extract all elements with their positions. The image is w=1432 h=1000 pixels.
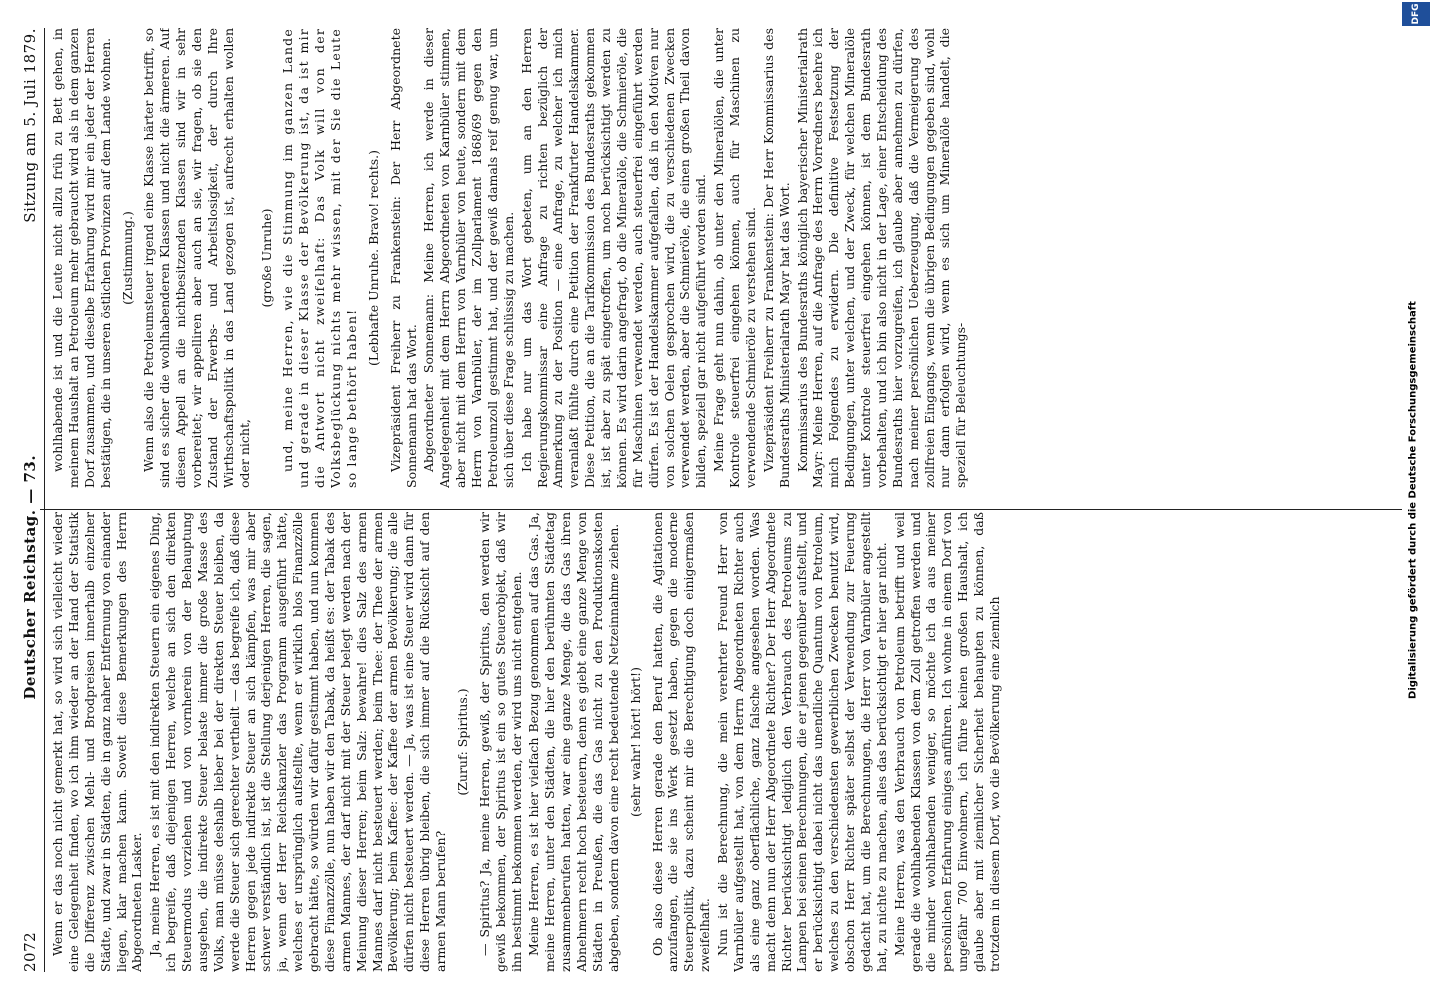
interjection: (Zuruf: Spiritus.): [454, 688, 470, 796]
paragraph: Meine Herren, es ist hier vielfach Bezug genommen auf das Gas. Ja, meine Herren, unter den Städten, die hier den berühmten Städtetag zusammenberufen hatten, war eine ganze Menge, die das Gas ihren Abnehmern recht hoch besteuern, denn es giebt eine ganze Menge von Städten in Preußen, die das Gas nicht zu den Produktionskosten abgeben, sondern davon eine recht bedeutende Netzeinnahme ziehen.: [526, 512, 621, 972]
interjection: (große Unruhe): [258, 208, 274, 308]
paragraph: Meine Herren, was den Verbrauch von Petroleum betrifft und weil gerade die wohlhabenden Klassen von dem Zoll getroffen werden und die minder wohlhabenden weniger, so möchte ich da aus meiner persönlichen Erfahrung einiges anführen. Ich wohne in einem Dorf von ungefähr 700 Einwohnern, ich führe keinen großen Haushalt, ich glaube aber mit ziemlicher Sicherheit behaupten zu können, daß trotzdem in diesem Dorf, wo die Bevölkerung eine ziemlich: [891, 512, 1002, 972]
paragraph: Vizepräsident Freiherr zu Frankenstein: Der Herr Abgeordnete Sonnemann hat das Wort.: [387, 28, 419, 488]
digitization-credit: [1398, 30, 1428, 970]
interjection: (sehr wahr! hört! hört!): [627, 667, 643, 817]
paragraph: Vizepräsident Freiherr zu Frankenstein: Der Herr Kommissarius des Bundesraths Ministerialrath Mayr hat das Wort.: [760, 28, 792, 488]
interjection: (Lebhafte Unruhe. Bravo! rechts.): [365, 150, 381, 367]
credit-text: Digitalisierung gefördert durch die Deutsche Forschungsgemeinschaft: [1407, 301, 1419, 699]
paragraph: Ja, meine Herren, es ist mit den indirekten Steuern ein eigenes Ding, ich begreife, daß diejenigen Herren, welche an sich den direkten Steuermodus vorziehen und von vornherein von der Behauptung ausgehen, die indirekte Steuer belaste immer die große Masse des Volks, man müsse deshalb lieber bei der direkten Steuer bleiben, da werde die Steuer sich gerechter vertheilt — das begreife ich, daß diese Herren gegen jede indirekte Steuer an sich kämpfen, was mir aber schwer verständlich ist, ist die Stellung derjenigen Herren, die sagen, ja, wenn der Herr Reichskanzler das Programm ausgeführt hätte, welches er ursprünglich aufstellte, wenn er wirklich blos Finanzzölle gebracht hätte, so würden wir dafür gestimmt haben, und nun kommen diese Finanzzölle, nun haben wir den Tabak, da heißt es: der Tabak des armen Mannes, der darf nicht mit der Steuer belegt werden nach der Meinung dieser Herren; beim Salz: bewahre! dies Salz des armen Mannes darf nicht besteuert werden; beim Thee: der Thee der armen Bevölkerung; beim Kaffee: der Kaffee der armen Bevölkerung; die alle dürfen nicht besteuert werden. — Ja, was ist eine Steuer wird dann für diese Herren übrig bleiben, die sich immer auf die Rücksicht auf den armen Mann berufen?: [147, 512, 448, 972]
session-date: Sitzung am 5. Juli 1879.: [21, 28, 39, 223]
page-number: 2072: [21, 931, 39, 972]
paragraph: und, meine Herren, wie die Stimmung im ganzen Lande und gerade in dieser Klasse der Bevölkerung ist, da ist mir die Antwort nicht zweifelhaft: Das Volk will von der Volksbeglückung nichts mehr wissen, mit der Sie die Leute so lange bethört haben!: [280, 28, 359, 488]
right-column: [50, 28, 1402, 488]
paragraph: Wenn er das noch nicht gemerkt hat, so wird sich vielleicht wieder eine Gelegenheit finden, wo ich ihm wieder an der Hand der Statistik die Differenz zwischen Mehl- und Brodpreisen innerhalb einzelner Städte, und zwar in Städten, die in ganz naher Entfernung von einander liegen, klar machen kann. Soweit diese Bemerkungen des Herrn Abgeordneten Lasker.: [50, 512, 145, 972]
paragraph: Abgeordneter Sonnemann: Meine Herren, ich werde in dieser Angelegenheit mit dem Herrn Abgeordneten von Karnbüler stimmen, aber nicht mit dem Herrn von Varnbüler von heute, sondern mit dem Herrn von Varnbüler, der im Zollparlament 1868/69 gegen den Petroleumzoll gestimmt hat, und der gewiß damals reif genug war, um sich über diese Frage schlüssig zu machen.: [421, 28, 516, 488]
publication-title: Deutscher Reichstag. — 73.: [21, 454, 39, 700]
paragraph: Wenn also die Petroleumsteuer irgend eine Klasse härter betrifft, so sind es sicher die wohlhabenderen Klassen und nicht die ärmeren. Auf diesen Appell an die nichtbesitzenden Klassen sind wir in sehr vorbereitet; wir appelliren aber auch an sie, wir fragen, ob sie den Zustand der Erwerbs- und Arbeitslosigkeit, der durch Ihre Wirthschaftspolitik in das Land gezogen ist, aufrecht erhalten wollen oder nicht,: [141, 28, 252, 488]
page-header: [16, 28, 44, 972]
text-columns: [50, 28, 1402, 972]
paragraph: Ob also diese Herren gerade den Beruf hatten, die Agitationen anzufangen, die sie ins Werk gesetzt haben, gegen die moderne Steuerpolitik, dazu scheint mir die Berechtigung doch einigermaßen zweifelhaft.: [649, 512, 713, 972]
dfg-logo: DFG: [1402, 2, 1430, 26]
left-column: [50, 512, 1402, 972]
interjection: (Zustimmung.): [119, 211, 135, 305]
paragraph: Kommissarius des Bundesraths königlich bayerischer Ministerialrath Mayr: Meine Herren, auf die Anfrage des Herrn Vorredners beehre ich mich Folgendes zu erwidern. Die definitive Festsetzung der Bedingungen, unter welchen, und der Zweck, für welchen Mineralöle unter Kontrole steuerfrei eingehen können, ist dem Bundesrath vorbehalten, und ich bin also nicht in der Lage, einer Entscheidung des Bundesraths hier vorzugreifen, ich glaube aber annehmen zu dürfen, nach meiner persönlichen Ueberzeugung, daß die Vermeigerung des zollfreien Eingangs, wenn die übrigen Bedingungen gegeben sind, wohl nur dann erfolgen wird, wenn es sich um Mineralöle handelt, die speziell für Beleuchtungs-: [794, 28, 969, 488]
header-rule: [44, 28, 45, 972]
paragraph: Meine Frage geht nun dahin, ob unter den Mineralölen, die unter Kontrole steuerfrei eingehen können, auch für Maschinen zu verwendende Schmieröle zu verstehen sind.: [711, 28, 758, 488]
paragraph: Ich habe nur um das Wort gebeten, um an den Herren Regierungskommissar eine Anfrage zu richten bezüglich der Anmerkung zu der Position — eine Anfrage, zu welcher ich mich veranlaßt fühlte durch eine Petition der Frankfurter Handelskammer. Diese Petition, die an die Tarifkommission des Bundesraths gekommen ist, ist aber zu spät eingetroffen, um noch berücksichtigt werden zu können. Es wird darin angefragt, ob die Mineralöle, die Schmieröle, die für Maschinen verwendet werden, auch steuerfrei eingeführt werden dürfen. Es ist der Handelskammer aufgefallen, daß in den Motiven nur von solchen Oelen gesprochen wird, die zu verschiedenen Zwecken verwendet werden, aber die Schmieröle, die einen großen Theil davon bilden, speziell gar nicht aufgeführt worden sind.: [518, 28, 709, 488]
paragraph: wohlhabende ist und die Leute nicht allzu früh zu Bett gehen, in meinem Haushalt an Petroleum mehr gebraucht wird als in dem ganzen Dorf zusammen, und dieselbe Erfahrung wird mir ein jeder der Herren bestätigen, die in unseren östlichen Provinzen auf dem Lande wohnen.: [50, 28, 113, 488]
paragraph: Nun ist die Berechnung, die mein verehrter Freund Herr von Varnbüler aufgestellt hat, von dem Herrn Abgeordneten Richter auch als eine ganz oberflächliche, ganz falsche angesehen worden. Was macht denn nun der Herr Abgeordnete Richter? Der Herr Abgeordnete Richter berücksichtigt lediglich den Verbrauch des Petroleums zu Lampen bei seinen Berechnungen, die er jenen gegenüber aufstellt, und er berücksichtigt dabei nicht das unendliche Quantum von Petroleum, welches zu den verschiedensten gewerblichen Zwecken benutzt wird, obschon Herr Richter später selbst der Verwendung zur Feuerung gedacht hat, um die Berechnungen, die Herr von Varnbüler angestellt hat, zu nichte zu machen, alles das berücksichtigt er hier gar nicht.: [715, 512, 889, 972]
paragraph: — Spiritus? Ja, meine Herren, gewiß, der Spiritus, den werden wir gewiß bekommen, der Spiritus ist ein so gutes Steuerobjekt, daß wir ihn bestimmt bekommen werden, der wird uns nicht entgehen.: [476, 512, 524, 972]
